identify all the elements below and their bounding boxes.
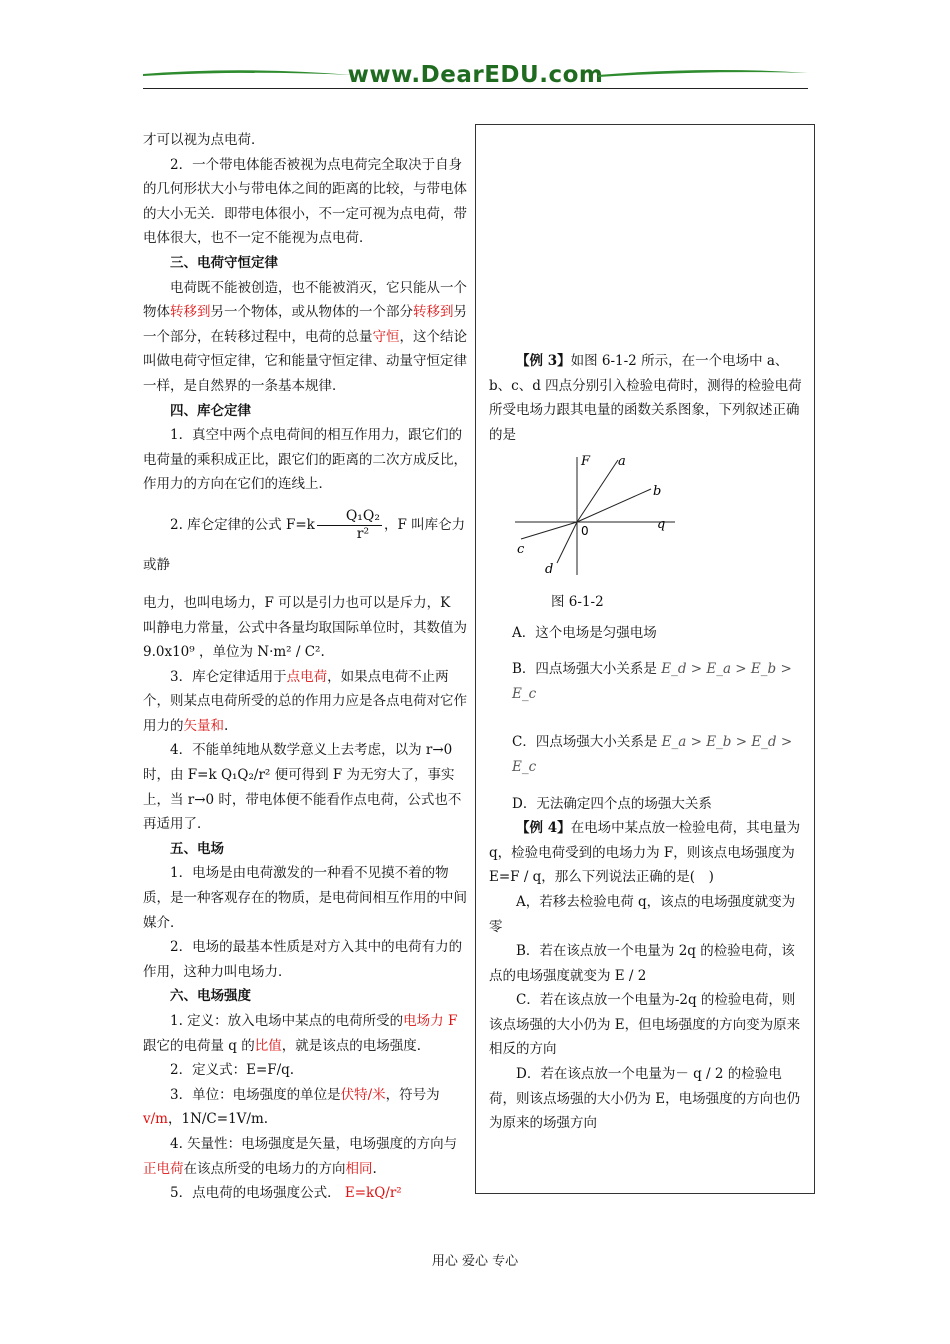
figure-caption: 图 6-1-2 <box>551 593 604 610</box>
left-column <box>143 128 468 1206</box>
example-3: 【例 3】如图 6-1-2 所示，在一个电场中 a、b、c、d 四点分别引入检验电荷时，测得的检验电荷所受电场力跟其电量的函数关系图象，下列叙述正确的是 <box>489 353 802 443</box>
option-c: C．四点场强大小关系是 E_a > E_b > E_d > E_c <box>512 734 793 775</box>
paragraph: 2．电场的最基本性质是对方入其中的电荷有力的作用，这种力叫电场力． <box>143 939 463 980</box>
example-4-option-c: C．若在该点放一个电量为-2q 的检验电荷，则该点场强的大小仍为 E，但电场强度的方向变为原来相反的方向 <box>489 992 801 1058</box>
example-4-option-d: D．若在该点放一个电量为－ q / 2 的检验电荷，则该点场强的大小仍为 E，电场强度的方向也仍为原来的场强方向 <box>489 1066 801 1132</box>
section-heading: 五、电场 <box>170 840 224 857</box>
label-origin: 0 <box>581 524 589 539</box>
page-footer: 用心 爱心 专心 <box>431 1254 519 1269</box>
label-a-top: a <box>618 454 626 470</box>
option-a: A．这个电场是匀强电场 <box>512 624 657 641</box>
option-d: D．无法确定四个点的场强大关系 <box>512 795 712 812</box>
paragraph: 1．真空中两个点电荷间的相互作用力，跟它们的电荷量的乘积成正比，跟它们的距离的二次方成反比，作用力的方向在它们的连线上． <box>143 427 467 493</box>
option-b: B．四点场强大小关系是 E_d > E_a > E_b > E_c <box>512 661 792 702</box>
page-header <box>143 62 808 94</box>
paragraph: 3．库仑定律适用于点电荷，如果点电荷不止两个，则某点电荷所受的总的作用力应是各点电荷对它作用力的矢量和. <box>143 668 467 734</box>
paragraph: 1. 定义：放入电场中某点的电荷所受的电场力 F跟它的电荷量 q 的比值，就是该点的电场强度． <box>143 1013 458 1054</box>
text-line: 才可以视为点电荷． <box>143 132 265 148</box>
header-rule <box>143 88 808 89</box>
site-logo: www.DearEDU.com <box>347 62 604 88</box>
example-4-option-b: B．若在该点放一个电量为 2q 的检验电荷，该点的电场强度就变为 E / 2 <box>489 943 795 984</box>
label-q: q <box>657 517 666 533</box>
line-d <box>557 522 577 563</box>
label-b: b <box>653 484 662 500</box>
paragraph: 1．电场是由电荷激发的一种看不见摸不着的物质，是一种客观存在的物质，是电荷间相互作用的中间媒介． <box>143 865 467 931</box>
paragraph: 4. 矢量性：电场强度是矢量，电场强度的方向与正电荷在该点所受的电场力的方向相同. <box>143 1135 458 1177</box>
paragraph: 电荷既不能被创造，也不能被消灭，它只能从一个物体转移到另一个物体，或从物体的一个部分转移到另一个部分，在转移过程中，电荷的总量守恒，这个结论叫做电荷守恒定律，它和能量守恒定律、动量守恒定律一样，是自然界的一条基本规律． <box>143 279 467 394</box>
formula-line: 2. 库仑定律的公式 F=k $\frac{\text{Q₁Q₂}}{\text{r²}}$ ，F 叫库仑力或静 <box>143 507 466 573</box>
example-4: 【例 4】在电场中某点放一检验电荷，其电量为 q，检验电荷受到的电场力为 F，则该点电场强度为 E=F / q，那么下列说法正确的是( ) <box>489 820 801 886</box>
label-c: c <box>517 542 525 558</box>
paragraph: 4．不能单纯地从数学意义上去考虑，以为 r→0 时，由 F=k Q₁Q₂/r² 便可得到 F 为无穷大了，事实上，当 r→0 时，带电体便不能看作点电荷，公式也不再适用了． <box>143 742 462 833</box>
line-c <box>521 522 577 539</box>
paragraph: 2．一个带电体能否被视为点电荷完全取决于自身的几何形状大小与带电体之间的距离的比较，与带电体的大小无关．即带电体很小，不一定可视为点电荷，带电体很大，也不一定不能视为点电荷． <box>143 156 467 247</box>
paragraph: 3．单位：电场强度的单位是伏特/米，符号为v/m，1N/C=1V/m. <box>143 1086 440 1128</box>
section-heading: 三、电荷守恒定律 <box>170 254 278 271</box>
coulomb-formula: $\frac{\text{Q₁Q₂}}{\text{r²}}$ <box>317 508 382 543</box>
right-swoosh-decoration <box>598 68 808 80</box>
section-heading: 六、电场强度 <box>170 988 251 1005</box>
paragraph: 电力，也叫电场力，F 可以是引力也可以是斥力，K 叫静电力常量，公式中各量均取国际单位时，其数值为 9.0x10⁹ ，单位为 N·m² / C². <box>143 594 467 661</box>
force-charge-graph <box>515 451 685 579</box>
right-column <box>489 349 807 1136</box>
example-4-option-a: A，若移去检验电荷 q，该点的电场强度就变为零 <box>489 893 796 935</box>
label-F: F <box>581 454 591 470</box>
section-heading: 四、库仑定律 <box>170 402 251 419</box>
paragraph: 2．定义式：E=F/q. <box>170 1062 295 1079</box>
paragraph: 5．点电荷的电场强度公式． E=kQ/r² <box>170 1185 402 1202</box>
label-d: d <box>545 562 554 578</box>
